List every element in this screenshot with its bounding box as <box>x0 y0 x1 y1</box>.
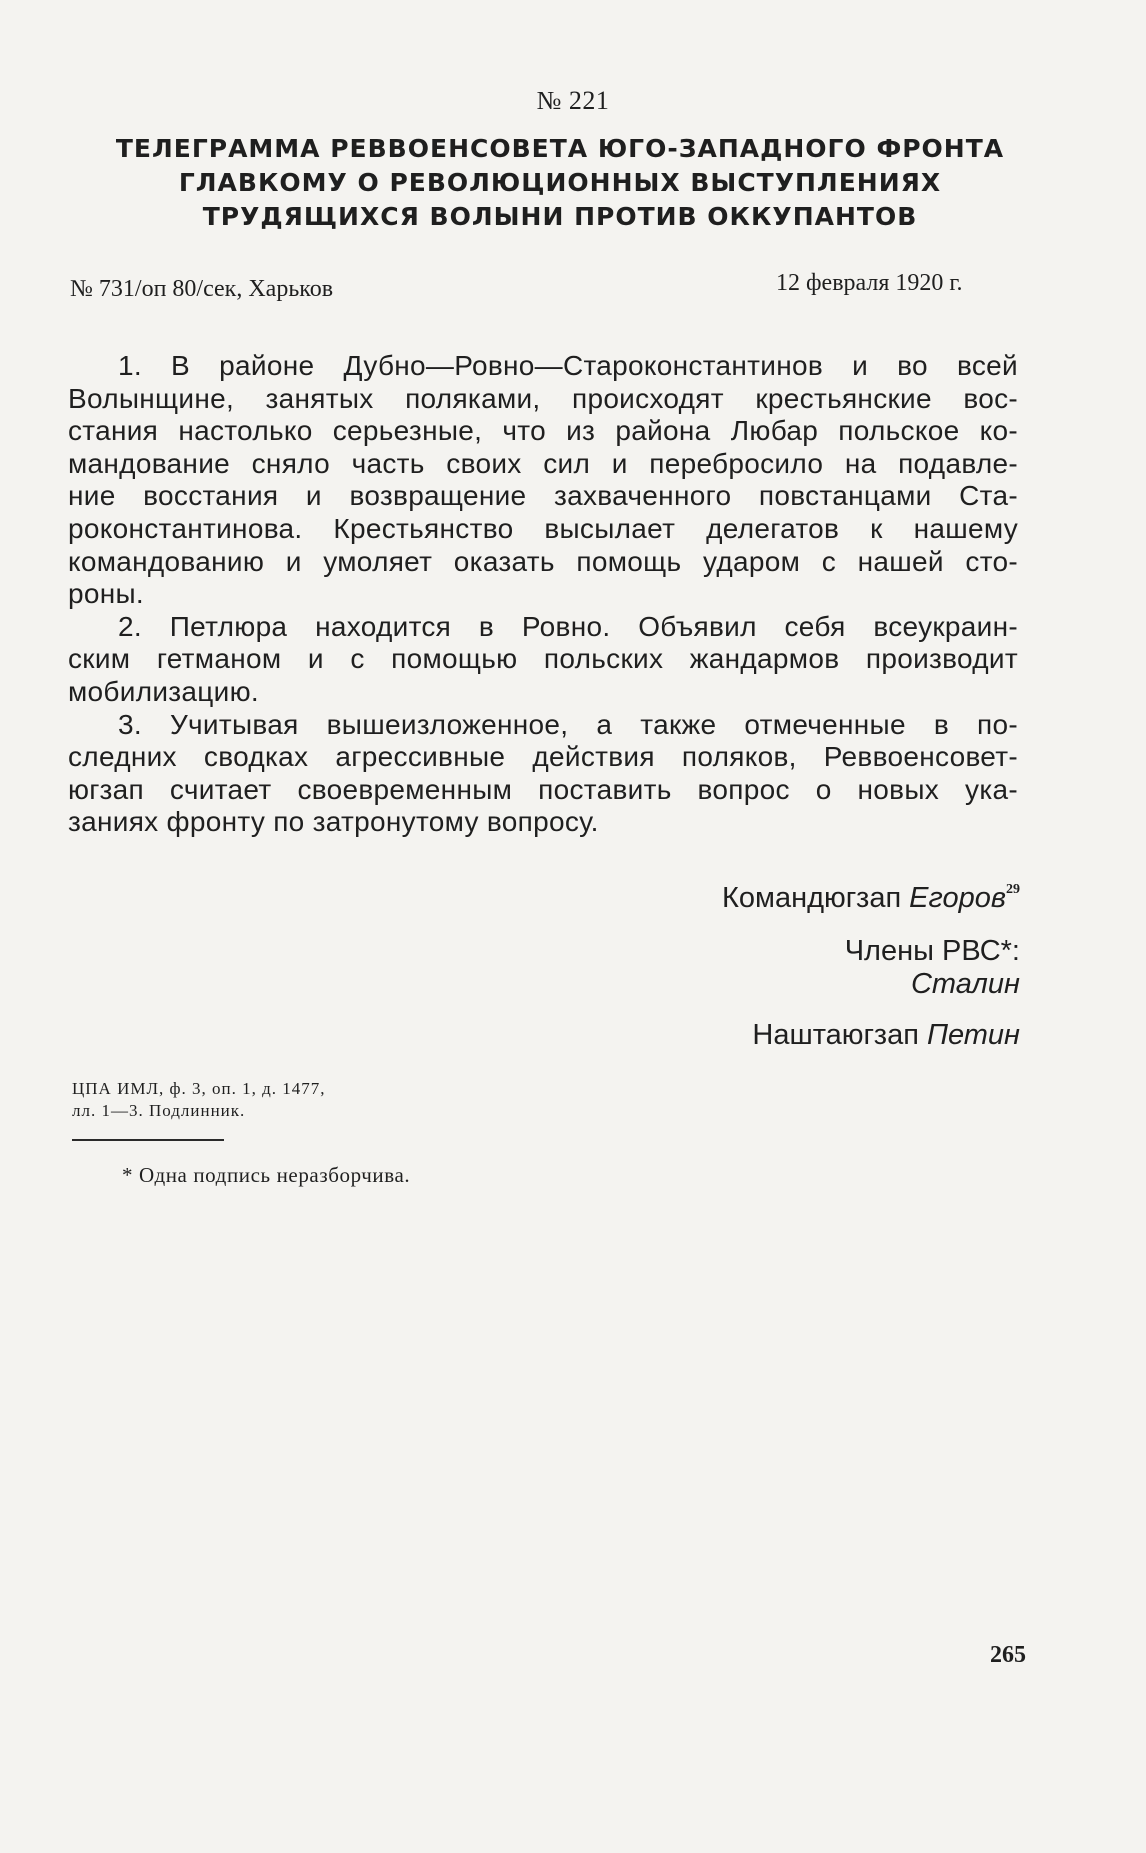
body-line: следних сводках агрессивные действия поляков, Реввоенсовет- <box>68 741 1018 773</box>
telegram-date: 12 февраля 1920 г. <box>776 270 963 296</box>
body-line: ским гетманом и с помощью польских жандармов производит <box>68 643 1018 675</box>
document-number: № 221 <box>536 86 610 115</box>
telegram-reference: № 731/оп 80/сек, Харьков <box>70 276 334 302</box>
footnote-divider <box>72 1139 224 1141</box>
signature-chief <box>752 1019 1020 1052</box>
body-line: роны. <box>68 578 145 610</box>
footnote: * Одна подпись неразборчива. <box>122 1163 411 1187</box>
body-line: мандование сняло часть своих сил и перебросило на подавле- <box>68 447 1018 479</box>
body-line: 1. В районе Дубно—Ровно—Староконстантинов и во всей <box>118 350 1018 381</box>
body-line: заниях фронту по затронутому вопросу. <box>68 806 599 838</box>
body-line: ние восстания и возвращение захваченного повстанцами Ста- <box>68 480 1018 512</box>
body-line: командованию и умоляет оказать помощь ударом с нашей сто- <box>68 545 1018 577</box>
title-line: ТРУДЯЩИХСЯ ВОЛЫНИ ПРОТИВ ОККУПАНТОВ <box>202 202 918 231</box>
body-line: 2. Петлюра находится в Ровно. Объявил себя всеукраин- <box>118 610 1018 642</box>
body-line: Волынщине, занятых поляками, происходят крестьянские вос- <box>68 382 1018 414</box>
document-title <box>110 132 1010 234</box>
chief-title: Наштаюгзап <box>752 1019 919 1051</box>
source-line: ЦПА ИМЛ, ф. 3, оп. 1, д. 1477, <box>72 1079 326 1098</box>
signature-members-label: Члены РВС*: <box>844 935 1020 967</box>
body-line: стания настолько серьезные, что из района Любар польское ко- <box>68 415 1018 447</box>
page-number: 265 <box>990 1642 1026 1668</box>
archive-source <box>72 1078 326 1122</box>
body-line: мобилизацию. <box>68 675 259 707</box>
telegram-body <box>68 350 1018 839</box>
body-line: роконстантинова. Крестьянство высылает делегатов к нашему <box>68 512 1018 544</box>
signature-commander <box>722 882 1020 915</box>
title-line: ГЛАВКОМУ О РЕВОЛЮЦИОННЫХ ВЫСТУПЛЕНИЯХ <box>178 168 942 197</box>
body-line: югзап считает своевременным поставить вопрос о новых ука- <box>68 773 1018 805</box>
title-line: ТЕЛЕГРАММА РЕВВОЕНСОВЕТА ЮГО-ЗАПАДНОГО ФРОНТА <box>115 134 1005 163</box>
source-line: лл. 1—3. Подлинник. <box>72 1101 246 1120</box>
body-line: 3. Учитывая вышеизложенное, а также отмеченные в по- <box>118 708 1018 740</box>
commander-title: Командюгзап <box>722 882 902 914</box>
commander-name: Егоров <box>909 882 1006 914</box>
footnote-ref-29: 29 <box>1006 882 1020 897</box>
chief-name: Петин <box>926 1019 1020 1051</box>
signature-member-name: Сталин <box>910 968 1020 1000</box>
